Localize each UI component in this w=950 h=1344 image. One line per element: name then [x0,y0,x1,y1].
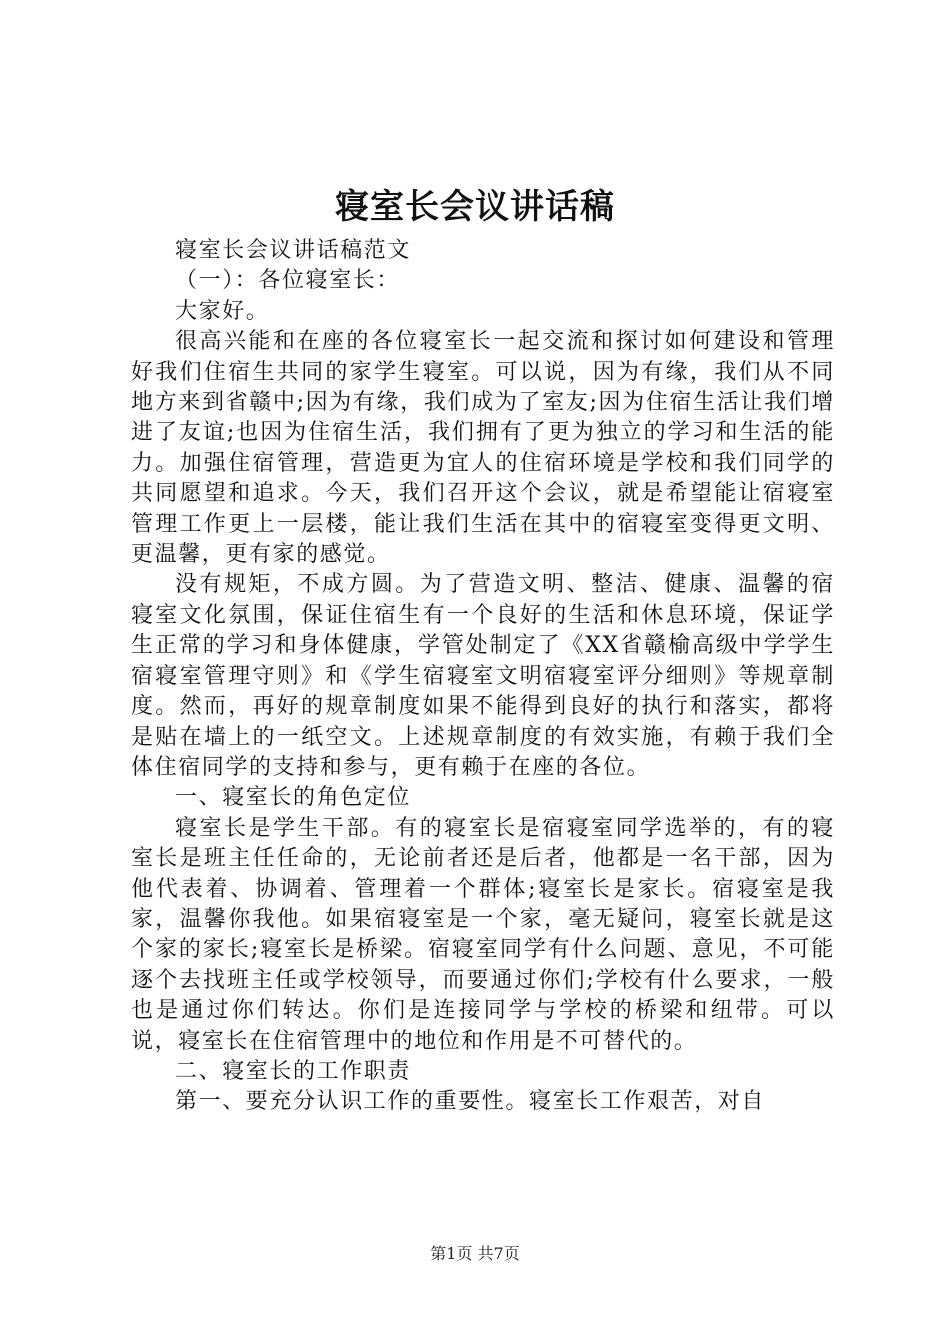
greeting-paragraph: 大家好。 [175,298,270,324]
document-title: 寝室长会议讲话稿 [335,187,615,227]
document-body [131,236,835,1118]
body-paragraph: 第一、要充分认识工作的重要性。寝室长工作艰苦，对自 [175,1089,766,1115]
section-heading: 二、寝室长的工作职责 [175,1058,412,1084]
section-heading: 一、寝室长的角色定位 [175,785,412,811]
page-number-footer: 第1页 共7页 [430,1244,520,1263]
body-paragraph: 寝室长是学生干部。有的寝室长是宿寝室同学选举的，有的寝室长是班主任任命的，无论前者还是后者，他都是一名干部，因为他代表着、协调着、管理着一个群体;寝室长是家长。宿寝室是我家，温馨你我他。如果宿寝室是一个家，毫无疑问，寝室长就是这个家的家长;寝室长是桥梁。宿寝室同学有什么问题、意见，不可能逐个去找班主任或学校领导，而要通过你们;学校有什么要求，一般也是通过你们转达。你们是连接同学与学校的桥梁和纽带。可以说，寝室长在住宿管理中的地位和作用是不可替代的。 [131,815,835,1054]
body-paragraph: 没有规矩，不成方圆。为了营造文明、整洁、健康、温馨的宿寝室文化氛围，保证住宿生有一个良好的生活和休息环境，保证学生正常的学习和身体健康，学管处制定了《XX省赣榆高级中学学生宿寝室管理守则》和《学生宿寝室文明宿寝室评分细则》等规章制度。然而，再好的规章制度如果不能得到良好的执行和落实，都将是贴在墙上的一纸空文。上述规章制度的有效实施，有赖于我们全体住宿同学的支持和参与，更有赖于在座的各位。 [131,572,835,780]
salutation-paragraph: （一）：各位寝室长： [175,268,401,294]
body-paragraph: 很高兴能和在座的各位寝室长一起交流和探讨如何建设和管理好我们住宿生共同的家学生寝室。可以说，因为有缘，我们从不同地方来到省赣中;因为有缘，我们成为了室友;因为住宿生活让我们增进了友谊;也因为住宿生活，我们拥有了更为独立的学习和生活的能力。加强住宿管理，营造更为宜人的住宿环境是学校和我们同学的共同愿望和追求。今天，我们召开这个会议，就是希望能让宿寝室管理工作更上一层楼，能让我们生活在其中的宿寝室变得更文明、更温馨，更有家的感觉。 [131,329,835,568]
subtitle-paragraph: 寝室长会议讲话稿范文 [175,238,412,263]
